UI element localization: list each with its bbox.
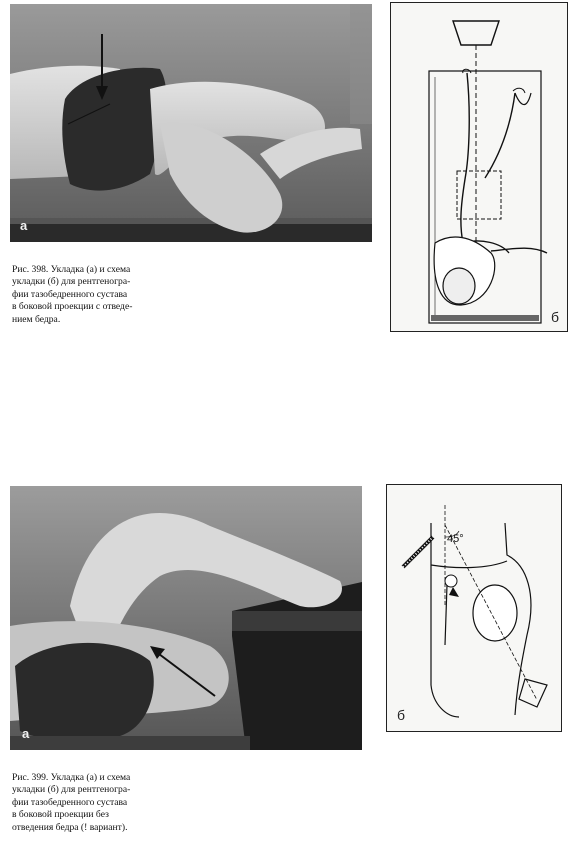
- figure-399-photo-label: а: [22, 726, 30, 741]
- angle-label: 45°: [447, 533, 464, 545]
- figure-399-scheme: [386, 484, 562, 732]
- caption-line: Рис. 399. Укладка (а) и схема: [12, 772, 131, 783]
- caption-line: укладки (б) для рентгеногра-: [12, 784, 131, 796]
- figure-399-photo-drawing: [10, 486, 362, 750]
- figure-398-caption: [12, 264, 132, 326]
- figure-399-scheme-label: б: [397, 707, 406, 723]
- figure-399-photo: [10, 486, 362, 750]
- caption-line: фии тазобедренного сустава: [12, 288, 128, 300]
- figure-398-photo-label: а: [20, 218, 28, 233]
- caption-line: фии тазобедренного сустава: [12, 796, 128, 808]
- figure-399-scheme-drawing: [387, 485, 562, 732]
- caption-line: в боковой проекции без: [12, 809, 109, 821]
- figure-398-scheme: [390, 2, 568, 332]
- figure-399-caption: [12, 772, 130, 834]
- figure-398-scheme-label: б: [551, 309, 560, 325]
- figure-398-photo-drawing: [10, 4, 372, 242]
- caption-line: отведения бедра (! вариант).: [12, 821, 128, 833]
- caption-line: Рис. 398. Укладка (а) и схема: [12, 264, 131, 275]
- caption-line: укладки (б) для рентгеногра-: [12, 276, 131, 288]
- caption-line: в боковой проекции с отведе-: [12, 301, 133, 313]
- figure-398-scheme-drawing: [391, 3, 568, 332]
- caption-line: нием бедра.: [12, 313, 61, 325]
- figure-398-photo: [10, 4, 372, 242]
